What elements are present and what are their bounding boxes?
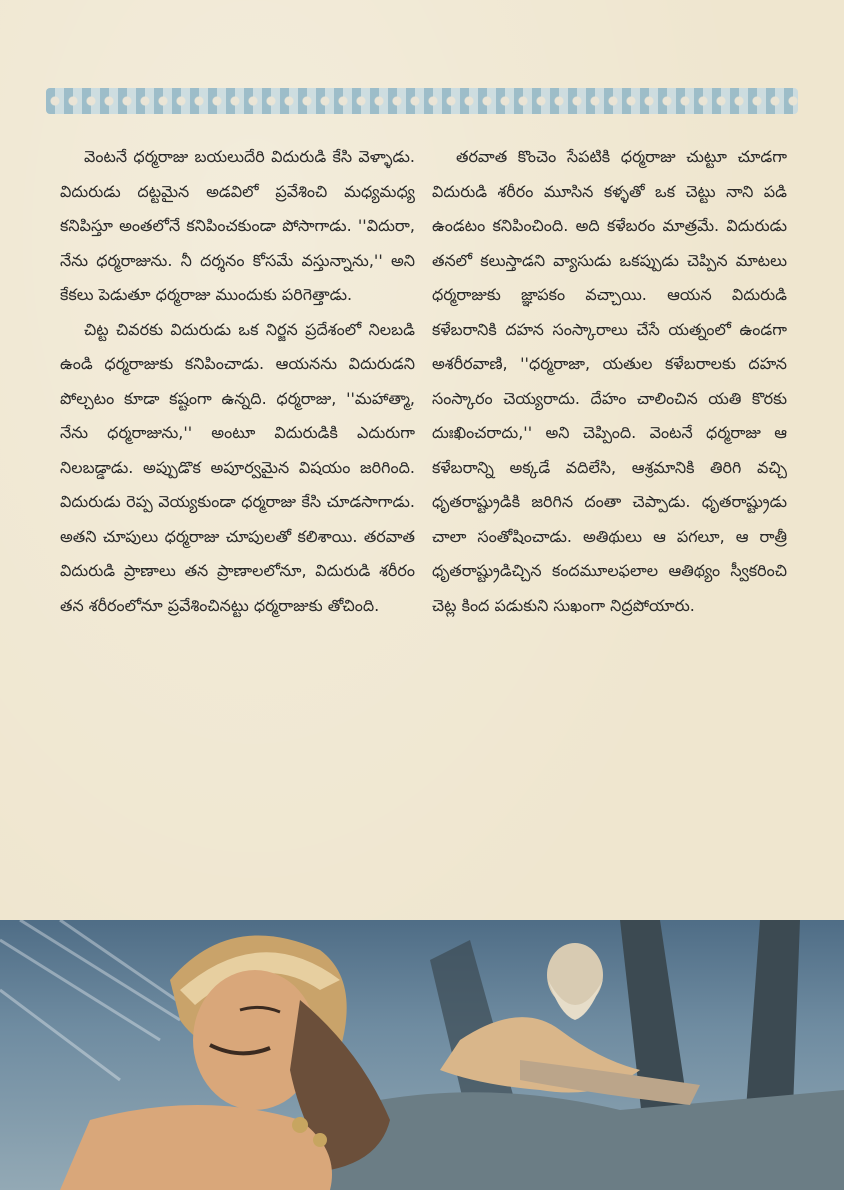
decorative-border <box>46 88 798 114</box>
paragraph: తరవాత కొంచెం సేపటికి ధర్మరాజు చుట్టూ చూడగా విదురుడి శరీరం మూసిన కళ్ళతో ఒక చెట్టు నాని పడి ఉండటం కనిపించింది. అది కళేబరం మాత్రమే. విదురుడు తనలో కలుస్తాడని వ్యాసుడు ఒకప్పుడు చెప్పిన మాటలు ధర్మరాజుకు జ్ఞాపకం వచ్చాయి. ఆయన విదురుడి కళేబరానికి దహన సంస్కారాలు చేసే యత్నంలో ఉండగా అశరీరవాణి, ''ధర్మరాజా, యతుల కళేబరాలకు దహన సంస్కారం చెయ్యరాదు. దేహం చాలించిన యతి కొరకు దుఃఖించరాదు,'' అని చెప్పింది. వెంటనే ధర్మరాజు ఆ కళేబరాన్ని అక్కడే వదిలేసి, ఆశ్రమానికి తిరిగి వచ్చి ధృతరాష్ట్రుడికి జరిగిన దంతా చెప్పాడు. ధృతరాష్ట్రుడు చాలా సంతోషించాడు. అతిథులు ఆ పగలూ, ఆ రాత్రీ ధృతరాష్ట్రుడిచ్చిన కందమూలఫలాల ఆతిథ్యం స్వీకరించి చెట్ల కింద పడుకుని సుఖంగా నిద్రపోయారు. <box>432 147 787 615</box>
border-pattern <box>46 88 798 114</box>
paragraph: చిట్ట చివరకు విదురుడు ఒక నిర్జన ప్రదేశంలో నిలబడి ఉండి ధర్మరాజుకు కనిపించాడు. ఆయనను విదురుడని పోల్చటం కూడా కష్టంగా ఉన్నది. ధర్మరాజు, ''మహాత్మా, నేను ధర్మరాజును,'' అంటూ విదురుడికి ఎదురుగా నిలబడ్డాడు. అప్పుడొక అపూర్వమైన విషయం జరిగింది. విదురుడు రెప్ప వెయ్యకుండా ధర్మరాజు కేసి చూడసాగాడు. అతని చూపులు ధర్మరాజు చూపులతో కలిశాయి. తరవాత విదురుడి ప్రాణాలు తన ప్రాణాలలోనూ, విదురుడి శరీరం తన శరీరంలోనూ ప్రవేశించినట్టు ధర్మరాజుకు తోచింది. <box>60 319 415 615</box>
illustration-drawing <box>0 920 844 1190</box>
right-text-column <box>432 140 787 623</box>
paragraph: వెంటనే ధర్మరాజు బయలుదేరి విదురుడి కేసి వెళ్ళాడు. విదురుడు దట్టమైన అడవిలో ప్రవేశించి మధ్యమధ్య కనిపిస్తూ అంతలోనే కనిపించకుండా పోసాగాడు. ''విదురా, నేను ధర్మరాజును. నీ దర్శనం కోసమే వస్తున్నాను,'' అని కేకలు పెడుతూ ధర్మరాజు ముందుకు పరిగెత్తాడు. <box>60 147 415 304</box>
story-illustration <box>0 920 844 1190</box>
left-text-column <box>60 140 415 623</box>
